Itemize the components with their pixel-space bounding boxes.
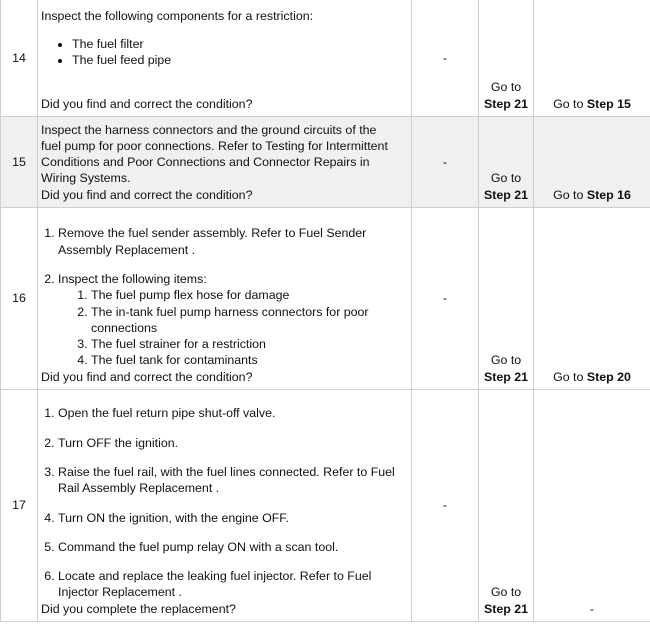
yes-prefix: Go to xyxy=(490,171,522,186)
sublist-item: 4. The fuel tank for contaminants xyxy=(91,352,399,368)
table-row xyxy=(1,0,650,117)
list-item: 1. Remove the fuel sender assembly. Refer to Fuel Sender Assembly Replacement . xyxy=(58,225,399,258)
value-cell: - xyxy=(412,0,479,117)
no-cell: - xyxy=(534,390,650,622)
sublist-item: 3. The fuel strainer for a restriction xyxy=(91,336,399,352)
action-intro: Inspect the following components for a restriction: xyxy=(41,8,314,23)
list-item-text: Inspect the following items: xyxy=(58,271,207,286)
list-item: 5. Command the fuel pump relay ON with a scan tool. xyxy=(58,539,399,555)
component-list xyxy=(41,36,399,69)
value-cell: - xyxy=(412,390,479,622)
procedure-list xyxy=(41,405,399,600)
list-item: 1. Open the fuel return pipe shut-off valve. xyxy=(58,405,399,421)
value-cell: - xyxy=(412,117,479,208)
no-prefix: Go to xyxy=(553,96,587,111)
action-cell xyxy=(38,117,412,208)
list-item xyxy=(58,271,399,369)
yes-prefix: Go to xyxy=(490,353,522,368)
no-prefix: Go to xyxy=(553,187,587,202)
table-row xyxy=(1,390,650,622)
no-cell xyxy=(534,208,650,390)
no-cell xyxy=(534,117,650,208)
action-cell xyxy=(38,208,412,390)
yes-step-link[interactable]: Step 21 xyxy=(483,187,529,202)
table-row xyxy=(1,208,650,390)
list-item: • The fuel filter xyxy=(72,36,399,52)
action-question: Did you complete the replacement? xyxy=(41,601,236,616)
no-step-link[interactable]: Step 16 xyxy=(586,187,631,202)
no-step-link[interactable]: Step 20 xyxy=(586,369,631,384)
yes-step-link[interactable]: Step 21 xyxy=(483,369,529,384)
yes-step-link[interactable]: Step 21 xyxy=(483,601,529,616)
sublist-item: 1. The fuel pump flex hose for damage xyxy=(91,287,399,303)
list-item: 6. Locate and replace the leaking fuel injector. Refer to Fuel Injector Replacement . xyxy=(58,568,399,601)
inspection-sublist xyxy=(58,287,399,368)
action-cell xyxy=(38,0,412,117)
list-item: • The fuel feed pipe xyxy=(72,52,399,68)
yes-cell xyxy=(479,208,534,390)
yes-cell xyxy=(479,117,534,208)
step-number: 15 xyxy=(1,117,38,208)
yes-prefix: Go to xyxy=(490,80,522,95)
step-number: 14 xyxy=(1,0,38,117)
no-cell xyxy=(534,0,650,117)
yes-cell xyxy=(479,390,534,622)
yes-step-link[interactable]: Step 21 xyxy=(483,96,529,111)
yes-prefix: Go to xyxy=(490,585,522,600)
no-prefix: Go to xyxy=(553,369,587,384)
table-row xyxy=(1,117,650,208)
action-question: Did you find and correct the condition? xyxy=(41,187,253,202)
action-question: Did you find and correct the condition? xyxy=(41,96,253,111)
step-number: 17 xyxy=(1,390,38,622)
action-text: Inspect the harness connectors and the ground circuits of the fuel pump for poor connections. Refer to Testing for Intermittent Conditions and Poor Connections and Connector Repairs in Wiring Systems. xyxy=(41,122,388,186)
step-number: 16 xyxy=(1,208,38,390)
yes-cell xyxy=(479,0,534,117)
no-step-link[interactable]: Step 15 xyxy=(586,96,631,111)
list-item: 2. Turn OFF the ignition. xyxy=(58,435,399,451)
list-item: 3. Raise the fuel rail, with the fuel lines connected. Refer to Fuel Rail Assembly Replacement . xyxy=(58,464,399,497)
action-cell xyxy=(38,390,412,622)
action-question: Did you find and correct the condition? xyxy=(41,369,253,384)
list-item: 4. Turn ON the ignition, with the engine OFF. xyxy=(58,510,399,526)
value-cell: - xyxy=(412,208,479,390)
procedure-list xyxy=(41,225,399,368)
sublist-item: 2. The in-tank fuel pump harness connectors for poor connections xyxy=(91,304,399,337)
